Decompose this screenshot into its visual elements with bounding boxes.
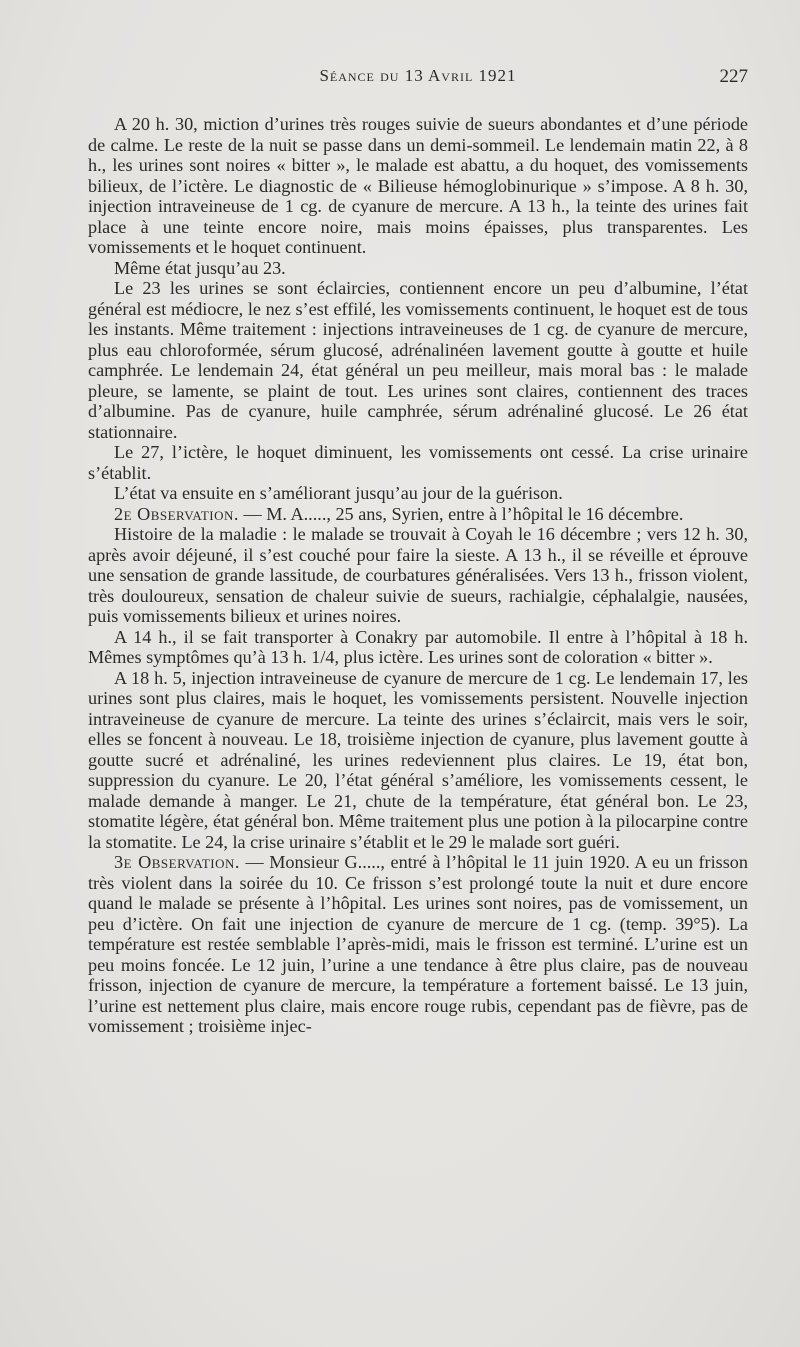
paragraph-text: — Monsieur G....., entré à l’hôpital le 11 juin 1920. A eu un frisson très violent dans la soirée du 10. Ce frisson s’est prolongé toute la nuit et dure encore quand le malade se présente à l’hôpital. Les urines sont noires, pas de vomissement, un peu d’ictère. On fait une injection de cyanure de mercure de 1 cg. (temp. 39°5). La température est restée semblable l’après-midi, mais le frisson est terminé. L’urine est un peu moins foncée. Le 12 juin, l’urine a une tendance à être plus claire, pas de nouveau frisson, injection de cyanure de mercure, la température a fortement baissé. Le 13 juin, l’urine est nettement plus claire, mais encore rouge rubis, cependant pas de fièvre, pas de vomissement ; troisième injec- [88,852,748,1036]
paragraph: A 20 h. 30, miction d’urines très rouges suivie de sueurs abondantes et d’une période de calme. Le reste de la nuit se passe dans un demi-sommeil. Le lendemain matin 22, à 8 h., les urines sont noires « bitter », le malade est abattu, a du hoquet, des vomissements bilieux, de l’ictère. Le diagnostic de « Bilieuse hémoglobinurique » s’impose. A 8 h. 30, injection intraveineuse de 1 cg. de cyanure de mercure. A 13 h., la teinte des urines fait place à une teinte encore noire, mais moins épaisses, plus transparentes. Les vomissements et le hoquet continuent. [88,114,748,257]
running-title: Séance du 13 Avril 1921 [319,66,517,85]
running-header [88,66,748,96]
observation-paragraph [88,504,748,525]
observation-paragraph [88,852,748,1037]
paragraph: L’état va ensuite en s’améliorant jusqu’au jour de la guérison. [114,483,563,503]
paragraph: Le 23 les urines se sont éclaircies, contiennent encore un peu d’albumine, l’état général est médiocre, le nez s’est effilé, les vomissements continuent, le hoquet est de tous les instants. Même traitement : injections intraveineuses de 1 cg. de cyanure de mercure, plus eau chloroformée, sérum glucosé, adrénalinéen lavement goutte à goutte et huile camphrée. Le lendemain 24, état général un peu meilleur, mais moral bas : le malade pleure, se lamente, se plaint de tout. Les urines sont claires, contiennent des traces d’albumine. Pas de cyanure, huile camphrée, sérum adrénaliné glucosé. Le 26 état stationnaire. [88,278,748,442]
observation-label: 2e Observation. [114,503,239,524]
paragraph-text: — M. A....., 25 ans, Syrien, entre à l’hôpital le 16 décembre. [238,503,684,524]
page-number: 227 [719,66,748,87]
paragraph: Même état jusqu’au 23. [114,257,286,278]
paragraph: Histoire de la maladie : le malade se trouvait à Coyah le 16 décembre ; vers 12 h. 30, après avoir déjeuné, il s’est couché pour faire la sieste. A 13 h., il se réveille et éprouve une sensation de grande lassitude, de courbatures généralisées. Vers 13 h., frisson violent, très douloureux, sensation de chaleur suivie de sueurs, rachialgie, céphalalgie, nausées, puis vomissements bilieux et urines noires. [88,524,748,626]
paragraph: A 18 h. 5, injection intraveineuse de cyanure de mercure de 1 cg. Le lendemain 17, les urines sont plus claires, mais le hoquet, les vomissements persistent. Nouvelle injection intraveineuse de cyanure de mercure. La teinte des urines s’éclaircit, mais vers le soir, elles se foncent à nouveau. Le 18, troisième injection de cyanure, plus lavement goutte à goutte sucré et adrénaliné, les urines redeviennent plus claires. Le 19, état bon, suppression du cyanure. Le 20, l’état général s’améliore, les vomissements cessent, le malade demande à manger. Le 21, chute de la température, état général bon. Le 23, stomatite légère, état général bon. Même traitement plus une potion à la pilocarpine contre la stomatite. Le 24, la crise urinaire s’établit et le 29 le malade sort guéri. [88,667,748,852]
paragraph: Le 27, l’ictère, le hoquet diminuent, les vomissements ont cessé. La crise urinaire s’établit. [88,442,748,483]
observation-label: 3e Observation. [114,852,240,872]
paragraph: A 14 h., il se fait transporter à Conakry par automobile. Il entre à l’hôpital à 18 h. Mêmes symptômes qu’à 13 h. 1/4, plus ictère. Les urines sont de coloration « bitter ». [88,626,748,667]
body-text [88,114,748,1037]
